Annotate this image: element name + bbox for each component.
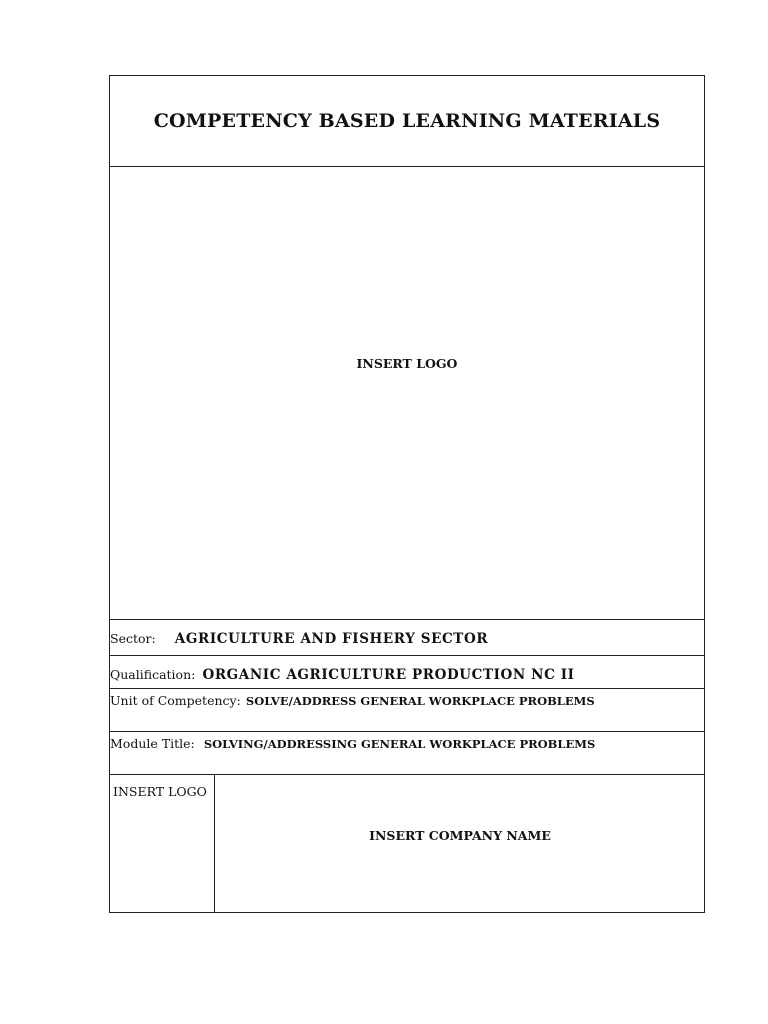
qualification-value: ORGANIC AGRICULTURE PRODUCTION NC II (202, 667, 575, 683)
insert-logo-placeholder: INSERT LOGO (356, 356, 458, 371)
sector-value: AGRICULTURE AND FISHERY SECTOR (174, 631, 489, 647)
company-name-placeholder: INSERT COMPANY NAME (369, 828, 551, 843)
divider (110, 619, 704, 620)
divider (110, 731, 704, 732)
divider (110, 774, 704, 775)
document-frame (109, 75, 705, 913)
unit-row (110, 690, 704, 709)
footer-divider (214, 774, 215, 913)
document-title: COMPETENCY BASED LEARNING MATERIALS (153, 110, 661, 132)
qualification-label: Qualification: (110, 667, 196, 682)
sector-row (110, 628, 704, 647)
divider (110, 655, 704, 656)
module-value: SOLVING/ADDRESSING GENERAL WORKPLACE PROBLEMS (203, 737, 596, 751)
unit-label: Unit of Competency: (110, 693, 241, 708)
divider (110, 166, 704, 167)
module-label: Module Title: (110, 736, 195, 751)
divider (110, 688, 704, 689)
qualification-row (110, 664, 704, 683)
footer-logo-placeholder: INSERT LOGO (113, 784, 207, 799)
unit-value: SOLVE/ADDRESS GENERAL WORKPLACE PROBLEMS (245, 694, 595, 708)
sector-label: Sector: (110, 631, 156, 646)
module-row (110, 733, 704, 752)
